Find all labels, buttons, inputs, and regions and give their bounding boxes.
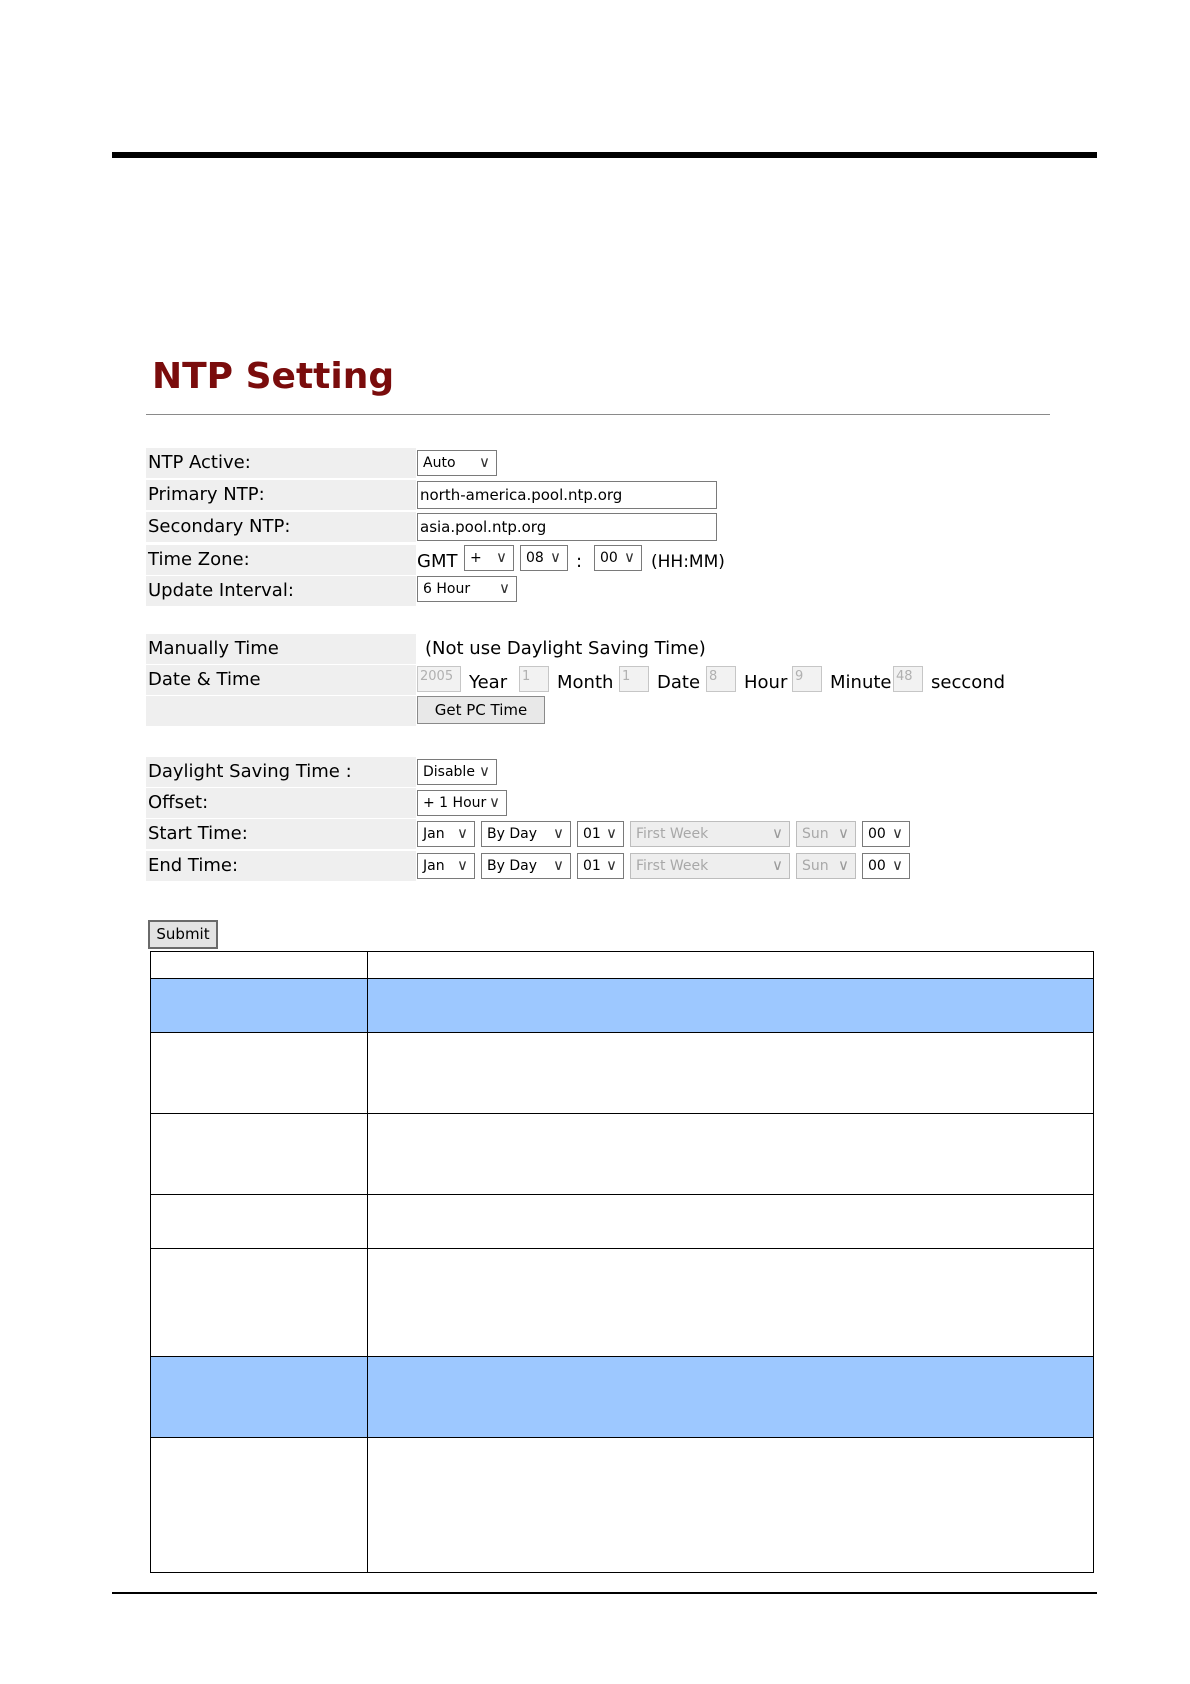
minute-label: Minute [830,672,892,693]
ntp-active-label: NTP Active: [146,448,416,478]
date-time-row [146,665,1046,695]
end-time-row [146,851,946,881]
tz-colon: : [576,551,583,572]
tz-sign-value: + [470,550,482,566]
dst-row [146,757,706,787]
gmt-text: GMT [417,551,458,572]
end-weekday-select[interactable] [796,853,856,879]
end-week-select[interactable] [630,853,790,879]
table-row [151,979,1094,1033]
time-zone-label: Time Zone: [146,545,416,575]
start-month-select[interactable] [417,821,475,847]
manual-time-row [146,634,1046,664]
dst-label: Daylight Saving Time : [146,757,416,787]
tz-hour-value: 08 [526,550,544,566]
get-pc-time-row [146,696,706,726]
description-table [150,951,1094,1573]
tz-format-hint: (HH:MM) [651,552,725,572]
table-row [151,1249,1094,1357]
table-row [151,1195,1094,1249]
end-mode-value: By Day [487,858,537,874]
start-weekday-value: Sun [802,826,829,842]
chevron-down-icon: ∨ [553,856,564,874]
start-day-select[interactable] [577,821,624,847]
tz-sign-select[interactable] [464,545,514,571]
chevron-down-icon: ∨ [624,548,635,566]
ntp-active-row [146,448,706,478]
start-time-label: Start Time: [146,819,416,849]
offset-row [146,788,706,818]
ntp-active-value: Auto [423,455,456,471]
table-row [151,1033,1094,1114]
chevron-down-icon: ∨ [479,453,490,471]
start-hour-value: 00 [868,826,886,842]
bottom-rule [112,1592,1097,1594]
minute-input[interactable]: 9 [792,666,822,692]
dst-value: Disable [423,764,475,780]
second-label: seccond [931,672,1006,693]
end-hour-select[interactable] [862,853,910,879]
chevron-down-icon: ∨ [550,548,561,566]
chevron-down-icon: ∨ [892,856,903,874]
ntp-active-select[interactable] [417,450,497,476]
start-mode-select[interactable] [481,821,571,847]
update-interval-row [146,576,666,606]
chevron-down-icon: ∨ [499,579,510,597]
tz-minute-value: 00 [600,550,618,566]
secondary-ntp-input[interactable]: asia.pool.ntp.org [417,513,717,541]
offset-value: + 1 Hour [423,795,487,811]
start-hour-select[interactable] [862,821,910,847]
month-input[interactable]: 1 [519,666,549,692]
offset-select[interactable] [417,790,507,816]
chevron-down-icon: ∨ [457,856,468,874]
chevron-down-icon: ∨ [553,824,564,842]
hour-input[interactable]: 8 [706,666,736,692]
end-time-label: End Time: [146,851,416,881]
chevron-down-icon: ∨ [457,824,468,842]
table-row [151,1114,1094,1195]
start-week-select[interactable] [630,821,790,847]
table-row [151,1438,1094,1573]
date-input[interactable]: 1 [619,666,649,692]
primary-ntp-input[interactable]: north-america.pool.ntp.org [417,481,717,509]
page-title: NTP Setting [152,356,395,397]
end-day-value: 01 [583,858,601,874]
date-time-label: Date & Time [146,665,416,695]
end-month-value: Jan [423,858,445,874]
chevron-down-icon: ∨ [489,793,500,811]
start-weekday-select[interactable] [796,821,856,847]
year-input[interactable]: 2005 [417,666,461,692]
primary-ntp-row [146,480,726,510]
end-week-value: First Week [636,858,709,874]
update-interval-value: 6 Hour [423,581,471,597]
secondary-ntp-label: Secondary NTP: [146,512,416,542]
chevron-down-icon: ∨ [838,824,849,842]
chevron-down-icon: ∨ [606,824,617,842]
get-pc-time-button[interactable]: Get PC Time [417,696,545,724]
top-rule [112,152,1097,158]
dst-select[interactable] [417,759,497,785]
table-row [151,952,1094,979]
chevron-down-icon: ∨ [772,856,783,874]
start-time-row [146,819,946,849]
tz-hour-select[interactable] [520,545,568,571]
table-row [151,1357,1094,1438]
chevron-down-icon: ∨ [838,856,849,874]
submit-button[interactable]: Submit [148,920,218,949]
update-interval-label: Update Interval: [146,576,416,606]
hour-label: Hour [744,672,788,693]
end-weekday-value: Sun [802,858,829,874]
date-label: Date [657,672,701,693]
chevron-down-icon: ∨ [496,548,507,566]
chevron-down-icon: ∨ [606,856,617,874]
chevron-down-icon: ∨ [772,824,783,842]
chevron-down-icon: ∨ [479,762,490,780]
year-label: Year [469,672,508,693]
manual-time-label: Manually Time [146,634,416,664]
secondary-ntp-row [146,512,726,542]
end-day-select[interactable] [577,853,624,879]
month-label: Month [557,672,614,693]
primary-ntp-label: Primary NTP: [146,480,416,510]
manual-time-note: (Not use Daylight Saving Time) [425,638,706,659]
update-interval-select[interactable] [417,576,517,602]
title-divider [146,414,1050,415]
chevron-down-icon: ∨ [892,824,903,842]
second-input[interactable]: 48 [893,666,923,692]
start-day-value: 01 [583,826,601,842]
start-month-value: Jan [423,826,445,842]
start-mode-value: By Day [487,826,537,842]
get-pc-time-label-cell [146,696,416,726]
end-hour-value: 00 [868,858,886,874]
tz-minute-select[interactable] [594,545,642,571]
offset-label: Offset: [146,788,416,818]
end-mode-select[interactable] [481,853,571,879]
end-month-select[interactable] [417,853,475,879]
time-zone-row [146,545,746,575]
start-week-value: First Week [636,826,709,842]
